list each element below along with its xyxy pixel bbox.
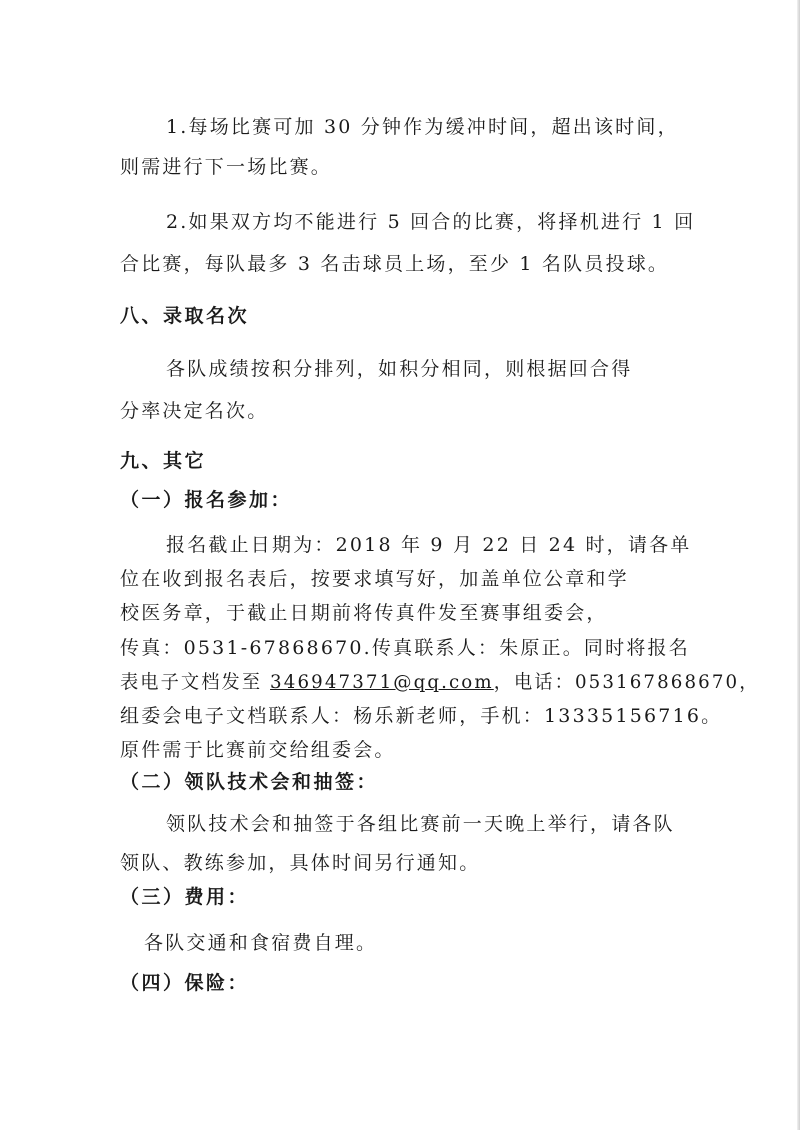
item2-line1: 2.如果双方均不能进行 5 回合的比赛，将择机进行 1 回 xyxy=(166,211,696,233)
sub1-line2: 位在收到报名表后，按要求填写好，加盖单位公章和学 xyxy=(120,568,629,590)
item1-line1: 1.每场比赛可加 30 分钟作为缓冲时间，超出该时间， xyxy=(166,116,679,138)
section9-heading: 九、其它 xyxy=(120,450,207,472)
sub2-heading: （二）领队技术会和抽签： xyxy=(120,771,379,793)
section8-line1: 各队成绩按积分排列，如积分相同，则根据回合得 xyxy=(166,358,633,380)
sub4-heading: （四）保险： xyxy=(120,972,250,994)
sub1-line4: 传真：0531-67868670.传真联系人：朱原正。同时将报名 xyxy=(120,637,690,659)
sub1-line3: 校医务章，于截止日期前将传真件发至赛事组委会， xyxy=(120,602,608,624)
sub3-line1: 各队交通和食宿费自理。 xyxy=(144,932,378,954)
sub1-line5-suffix: ，电话：053167868670， xyxy=(493,671,760,693)
sub1-heading: （一）报名参加： xyxy=(120,489,293,511)
sub1-line7: 原件需于比赛前交给组委会。 xyxy=(120,739,396,761)
sub2-line1: 领队技术会和抽签于各组比赛前一天晚上举行，请各队 xyxy=(166,813,675,835)
section8-line2: 分率决定名次。 xyxy=(120,400,269,422)
sub2-line2: 领队、教练参加，具体时间另行通知。 xyxy=(120,852,481,874)
item2-line2: 合比赛，每队最多 3 名击球员上场，至少 1 名队员投球。 xyxy=(120,253,670,275)
email-link[interactable]: 346947371@qq.com xyxy=(270,671,494,693)
sub1-line1: 报名截止日期为：2018 年 9 月 22 日 24 时，请各单 xyxy=(166,534,692,556)
sub1-line5 xyxy=(120,669,760,695)
section8-heading: 八、录取名次 xyxy=(120,305,250,327)
item1-line2: 则需进行下一场比赛。 xyxy=(120,156,333,178)
sub3-heading: （三）费用： xyxy=(120,886,250,908)
sub1-line6: 组委会电子文档联系人：杨乐新老师，手机：13335156716。 xyxy=(120,705,723,727)
sub1-line5-prefix: 表电子文档发至 xyxy=(120,671,271,693)
